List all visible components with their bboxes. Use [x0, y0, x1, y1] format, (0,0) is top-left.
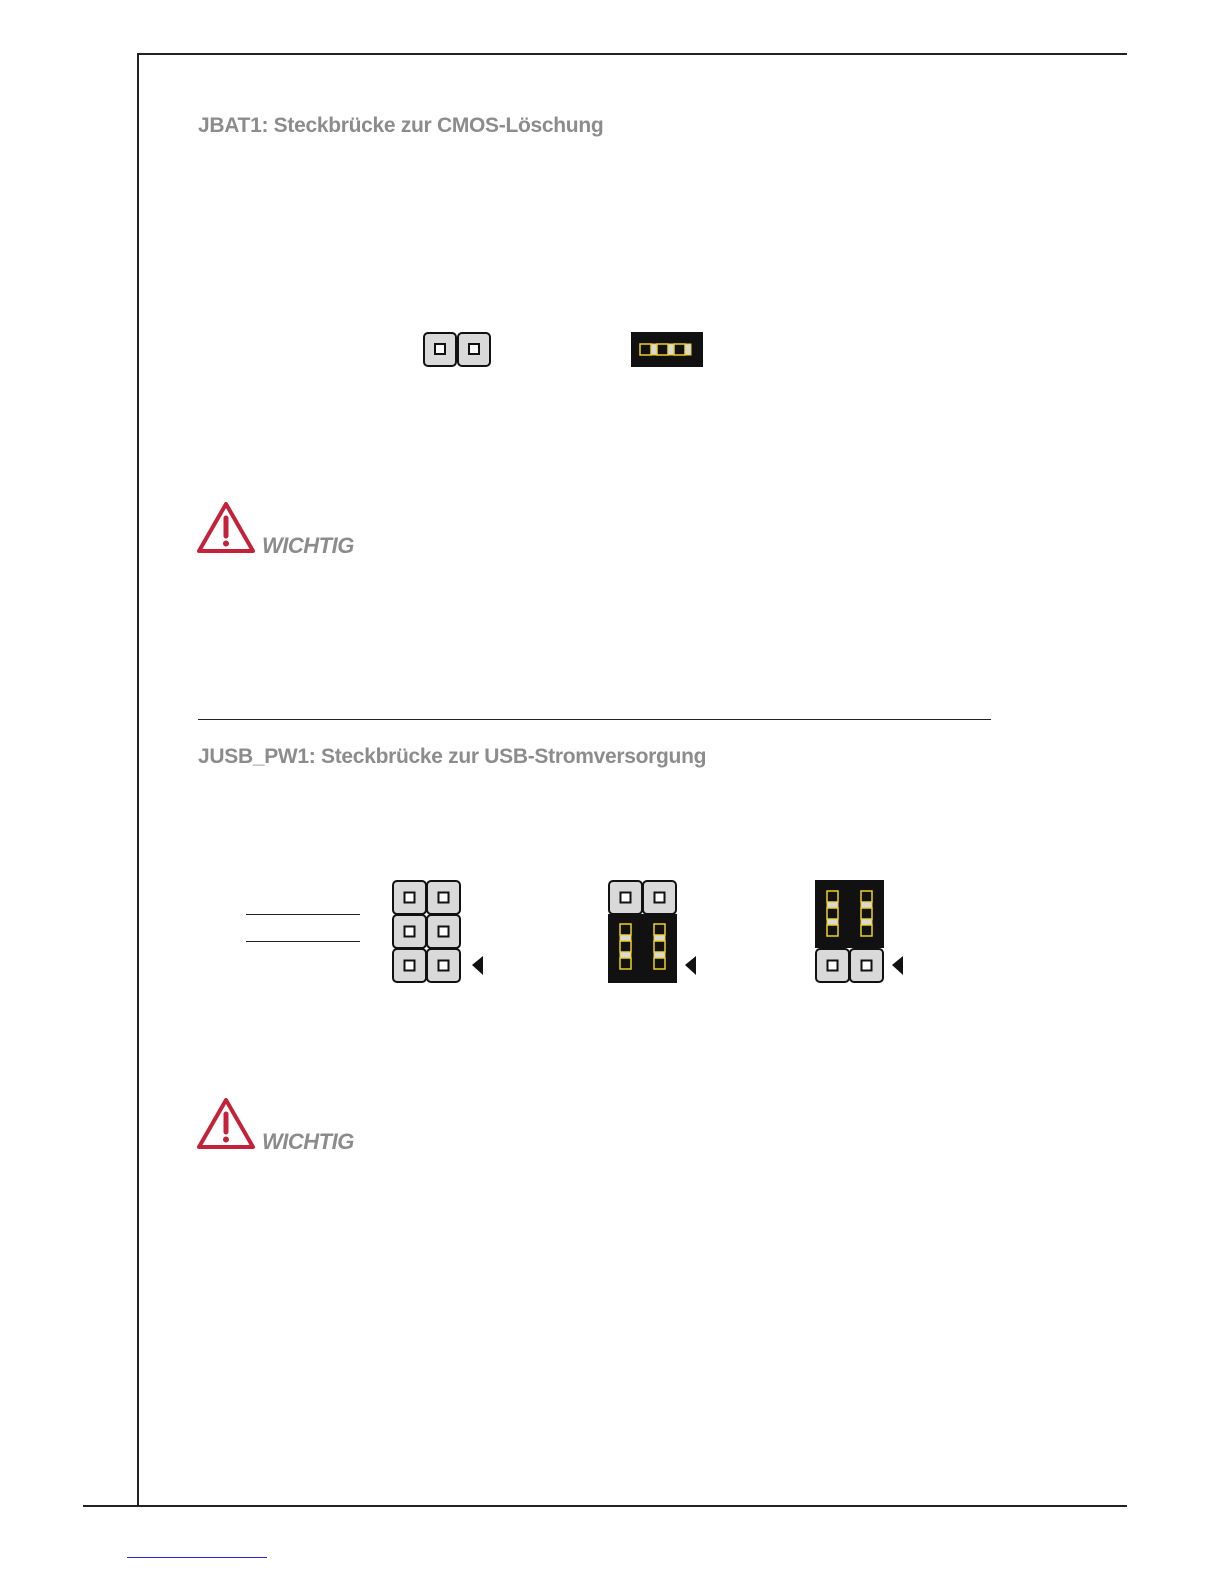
jumper-contact: [861, 902, 872, 908]
jumper-contact: [654, 958, 665, 969]
jumper-contact: [654, 924, 665, 935]
important-label: WICHTIG: [262, 1129, 354, 1154]
pin-hole: [621, 893, 631, 903]
pin-1-arrow-icon: [892, 956, 903, 975]
pin-hole: [405, 961, 415, 971]
jumper-contact: [861, 925, 872, 936]
jumper-contact: [861, 908, 872, 919]
pin-hole: [439, 927, 449, 937]
jumper-contact: [620, 924, 631, 935]
jbat1-open-header-diagram: [422, 331, 494, 369]
jusb-pw1-jumper-upper-diagram: [814, 879, 914, 985]
jumper-contact: [654, 941, 665, 952]
label-leader-line: [246, 914, 360, 915]
pin-hole: [439, 893, 449, 903]
jumper-contact: [668, 344, 674, 355]
jumper-contact: [620, 941, 631, 952]
pin-hole: [655, 893, 665, 903]
footer-link-underline: [127, 1557, 267, 1558]
label-leader-line: [246, 941, 360, 942]
jusb-pw1-open-header-diagram: [391, 879, 491, 985]
page-top-rule: [137, 53, 1127, 55]
jumper-contact: [620, 958, 631, 969]
jumper-contact: [861, 891, 872, 902]
jumper-contact: [654, 935, 665, 941]
jumper-contact: [651, 344, 657, 355]
jumper-contact: [685, 344, 691, 355]
jumper-contact: [640, 344, 651, 355]
jumper-contact: [827, 891, 838, 902]
jumper-cap: [815, 880, 884, 948]
jbat1-jumper-cap-diagram: [630, 331, 704, 369]
important-label: WICHTIG: [262, 533, 354, 558]
pin-hole: [469, 344, 479, 354]
page-left-rule: [137, 53, 139, 1507]
section-heading-jbat1: JBAT1: Steckbrücke zur CMOS-Löschung: [198, 114, 604, 137]
section-heading-jusb-pw1: JUSB_PW1: Steckbrücke zur USB-Stromversorgung: [198, 745, 707, 768]
section-divider: [198, 719, 991, 720]
pin-hole: [405, 927, 415, 937]
jumper-contact: [861, 919, 872, 925]
pin-hole: [828, 961, 838, 971]
jumper-contact: [827, 919, 838, 925]
jumper-contact: [674, 344, 685, 355]
jumper-contact: [654, 952, 665, 958]
jumper-contact: [827, 902, 838, 908]
jumper-contact: [827, 925, 838, 936]
jumper-contact: [620, 935, 631, 941]
jumper-contact: [620, 952, 631, 958]
pin-hole: [862, 961, 872, 971]
pin-1-arrow-icon: [472, 956, 483, 975]
jumper-contact: [657, 344, 668, 355]
warning-triangle-icon: [196, 500, 256, 554]
pin-hole: [439, 961, 449, 971]
pin-1-arrow-icon: [685, 956, 696, 975]
pin-hole: [435, 344, 445, 354]
page-bottom-rule: [83, 1505, 1127, 1507]
pin-hole: [405, 893, 415, 903]
jusb-pw1-jumper-lower-diagram: [607, 879, 707, 985]
warning-triangle-icon: [196, 1096, 256, 1150]
jumper-contact: [827, 908, 838, 919]
jumper-cap: [608, 914, 677, 983]
